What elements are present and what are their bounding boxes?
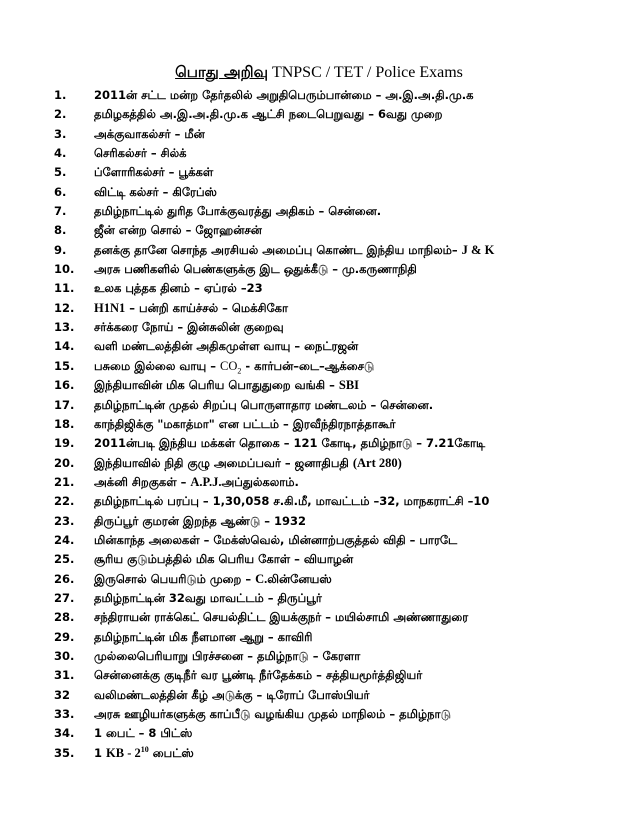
item-text: [94, 589, 322, 608]
item-number: 22.: [54, 494, 75, 509]
item-text: [94, 105, 442, 124]
item-text-main: 2011ன் சட்ட மன்ற தேர்தலில் அறுதிபெரும்பான்மை – அ.இ.அ.தி.மு.க: [94, 88, 474, 102]
item-text: [94, 202, 381, 221]
list-item: [54, 647, 624, 666]
item-text: [94, 492, 489, 511]
item-english-suffix: (Art 280): [352, 455, 402, 470]
item-number: 2.: [54, 107, 67, 122]
item-text: [94, 318, 284, 337]
item-number: 25.: [54, 552, 75, 567]
item-text-main: சென்னைக்கு குடிநீர் வர பூண்டி நீர்தேக்கம் – சத்தியமூர்த்திஜியர்: [94, 668, 423, 683]
list-item: [54, 202, 624, 221]
item-number: 15.: [54, 358, 75, 373]
item-text: [94, 628, 312, 647]
list-item: [54, 473, 624, 492]
item-number: 10.: [54, 262, 75, 277]
item-text: [94, 608, 468, 627]
item-number: 24.: [54, 532, 75, 547]
item-text: [94, 434, 485, 453]
item-text-main: முல்லைபெரியாறு பிரச்சனை – தமிழ்நாடு – கேரளா: [94, 648, 361, 663]
item-text-main: தனக்கு தானே சொந்த அரசியல் அமைப்பு கொண்ட இந்திய மாநிலம்–: [94, 242, 458, 257]
item-number: 12.: [54, 300, 75, 315]
item-text: [94, 376, 359, 395]
list-item: [54, 531, 624, 550]
chemical-formula: CO: [220, 358, 238, 373]
list-item: [54, 608, 624, 627]
item-text: [94, 550, 353, 569]
item-text-main: அக்குவாகல்சர் – மீன்: [94, 126, 205, 141]
item-number: 30.: [54, 648, 75, 663]
list-item: [54, 241, 624, 260]
item-text-main: சர்க்கரை நோய் – இன்சுலின் குறைவு: [94, 320, 284, 335]
item-text-main: வலிமண்டலத்தின் கீழ் அடுக்கு – டிரோப் போஸ்பியர்: [94, 687, 370, 702]
title-tamil: பொது அறிவு: [175, 63, 268, 81]
item-number: 32: [54, 687, 71, 702]
page-title: [0, 62, 638, 83]
item-text-main: – பன்றி காய்ச்சல் – மெக்சிகோ: [129, 300, 288, 315]
item-text: [94, 260, 417, 279]
item-text-part-b: லின்னேயஸ்: [267, 571, 332, 586]
item-text-main: 1 பைட் – 8 பிட்ஸ்: [94, 726, 193, 741]
item-number: 8.: [54, 223, 67, 238]
item-text: [94, 396, 433, 415]
superscript-exponent: 10: [140, 744, 149, 754]
item-text-main: காந்திஜிக்கு "மகாத்மா" என பட்டம் – இரவீந்திரநாத்தாகூர்: [94, 416, 396, 431]
list-item: [54, 396, 624, 415]
general-knowledge-list: [54, 86, 624, 763]
item-text: [94, 570, 332, 589]
item-text-main: வளி மண்டலத்தின் அதிகமுள்ள வாயு – நைட்ரஜன்: [94, 339, 359, 354]
item-text: [94, 86, 473, 105]
item-english-suffix: SBI: [338, 378, 360, 393]
item-text-part-a: அக்னி சிறகுகள் –: [94, 474, 187, 489]
item-text: [94, 241, 494, 260]
item-text: [94, 279, 263, 298]
list-item: [54, 570, 624, 589]
list-item: [54, 492, 624, 511]
item-text: [94, 705, 451, 724]
item-text-main: அரசு ஊழியர்களுக்கு காப்பீடு வழங்கிய முதல் மாநிலம் – தமிழ்நாடு: [94, 707, 451, 721]
list-item: [54, 724, 624, 743]
list-item: [54, 299, 624, 318]
list-item: [54, 376, 624, 395]
list-item: [54, 144, 624, 163]
item-number: 16.: [54, 378, 75, 393]
item-text: [94, 183, 217, 202]
item-text-main: தமிழ்நாட்டின் முதல் சிறப்பு பொருளாதார மண்டலம் – சென்னை.: [94, 397, 434, 412]
item-number: 20.: [54, 455, 75, 470]
title-english: TNPSC / TET / Police Exams: [271, 64, 463, 81]
item-text-main: 2011ன்படி இந்திய மக்கள் தொகை – 121 கோடி, தமிழ்நாடு – 7.21கோடி: [94, 436, 486, 451]
item-number: 11.: [54, 281, 75, 296]
item-number: 5.: [54, 165, 67, 180]
item-number: 27.: [54, 590, 75, 605]
item-text-part-b: - கார்பன்–டை–ஆக்சைடு: [245, 358, 375, 373]
list-item: [54, 260, 624, 279]
item-text-main: மின்காந்த அலைகள் – மேக்ஸ்வெல், மின்னாற்பகுத்தல் விதி – பாரடே: [94, 532, 458, 547]
item-text-main: தமிழ்நாட்டின் மிக நீளமான ஆறு – காவிரி: [94, 629, 313, 644]
item-text: [94, 337, 358, 356]
item-text: [94, 686, 370, 705]
list-item: [54, 512, 624, 531]
item-text-main: ப்ளோரிகல்சர் – பூக்கள்: [94, 165, 214, 180]
item-text-main: தமிழ்நாட்டின் 32வது மாவட்டம் – திருப்பூர்: [94, 590, 322, 605]
item-number: 14.: [54, 339, 75, 354]
item-text: [94, 125, 205, 144]
item-text-part-a: பசுமை இல்லை வாயு –: [94, 358, 216, 373]
item-text-main: சூரிய குடும்பத்தில் மிக பெரிய கோள் – வியாழன்: [94, 552, 354, 567]
list-item: [54, 337, 624, 356]
item-number: 26.: [54, 571, 75, 586]
item-number: 34.: [54, 726, 75, 741]
item-number: 9.: [54, 242, 67, 257]
item-text-part-b: அப்துல்கலாம்.: [221, 474, 299, 489]
item-number: 3.: [54, 126, 67, 141]
list-item: [54, 221, 624, 240]
item-number: 13.: [54, 320, 75, 335]
item-text: [94, 666, 422, 685]
item-number: 17.: [54, 397, 75, 412]
list-item: [54, 415, 624, 434]
chemical-subscript: 2: [237, 366, 242, 376]
list-item: [54, 163, 624, 182]
list-item: [54, 705, 624, 724]
item-text: [94, 473, 299, 492]
item-text-main: திருப்பூர் குமரன் இறந்த ஆண்டு – 1932: [94, 513, 306, 528]
item-text-main: தமிழ்நாட்டில் பரப்பு – 1,30,058 ச.கி.மீ, மாவட்டம் –32, மாநகராட்சி –10: [94, 494, 490, 509]
item-number: 31.: [54, 668, 75, 683]
item-number: 6.: [54, 184, 67, 199]
item-text: [94, 647, 360, 666]
item-number: 7.: [54, 204, 67, 219]
item-number: 28.: [54, 610, 75, 625]
item-text-main: தமிழகத்தில் அ.இ.அ.தி.மு.க ஆட்சி நடைபெறுவது – 6வது முறை: [94, 107, 443, 122]
item-text: [94, 512, 306, 531]
item-number: 18.: [54, 416, 75, 431]
item-text: [94, 531, 457, 550]
item-text-main: விட்டி கல்சர் – கிரேப்ஸ்: [94, 184, 217, 199]
item-text-part-a: இருசொல் பெயரிடும் முறை –: [94, 571, 252, 586]
item-text: [94, 357, 374, 376]
item-text: [94, 415, 396, 434]
list-item: [54, 589, 624, 608]
item-text: [94, 454, 402, 473]
list-item: [54, 744, 624, 763]
item-text: [94, 299, 288, 318]
list-item: [54, 105, 624, 124]
list-item: [54, 686, 624, 705]
item-number: 1.: [54, 88, 67, 102]
item-english-prefix: H1N1: [94, 300, 126, 315]
list-item: [54, 125, 624, 144]
list-item: [54, 318, 624, 337]
item-number: 29.: [54, 629, 75, 644]
item-number: 33.: [54, 707, 75, 721]
item-number: 19.: [54, 436, 75, 451]
item-text-part-b: பைட்ஸ்: [148, 745, 194, 760]
item-english-suffix: J & K: [461, 242, 495, 257]
item-text: [94, 724, 192, 743]
item-number: 4.: [54, 146, 67, 161]
item-text-main: இந்தியாவின் மிக பெரிய பொதுதுறை வங்கி –: [94, 378, 335, 393]
item-text-main: உலக புத்தக தினம் – ஏப்ரல் –23: [94, 281, 263, 296]
item-text-part-a: 1: [94, 745, 107, 760]
list-item: [54, 357, 624, 376]
list-item: [54, 550, 624, 569]
item-text: [94, 744, 194, 763]
item-text: [94, 144, 187, 163]
list-item: [54, 434, 624, 453]
item-text-main: ஜீன் என்ற சொல் – ஜோஹன்சன்: [94, 223, 262, 238]
item-text-main: சந்திராயன் ராக்கெட் செயல்திட்ட இயக்குநர் – மயில்சாமி அண்ணாதுரை: [94, 610, 469, 625]
item-text: [94, 221, 262, 240]
list-item: [54, 628, 624, 647]
list-item: [54, 183, 624, 202]
item-number: 35.: [54, 745, 75, 760]
item-number: 21.: [54, 474, 75, 489]
item-english-term: KB - 2: [106, 745, 141, 760]
list-item: [54, 279, 624, 298]
item-text-main: தமிழ்நாட்டில் துரித போக்குவரத்து அதிகம் – சென்னை.: [94, 204, 382, 219]
list-item: [54, 454, 624, 473]
list-item: [54, 666, 624, 685]
item-english-term: C.: [255, 571, 268, 586]
list-item: [54, 86, 624, 105]
item-number: 23.: [54, 513, 75, 528]
item-text-main: செரிகல்சர் – சில்க்: [94, 146, 187, 161]
item-text-main: இந்தியாவில் நிதி குழு அமைப்பவர் – ஜனாதிபதி: [94, 455, 349, 470]
item-english-term: A.P.J.: [190, 474, 222, 489]
item-text: [94, 163, 213, 182]
item-text-main: அரசு பணிகளில் பெண்களுக்கு இட ஒதுக்கீடு – மு.கருணாநிதி: [94, 262, 417, 277]
